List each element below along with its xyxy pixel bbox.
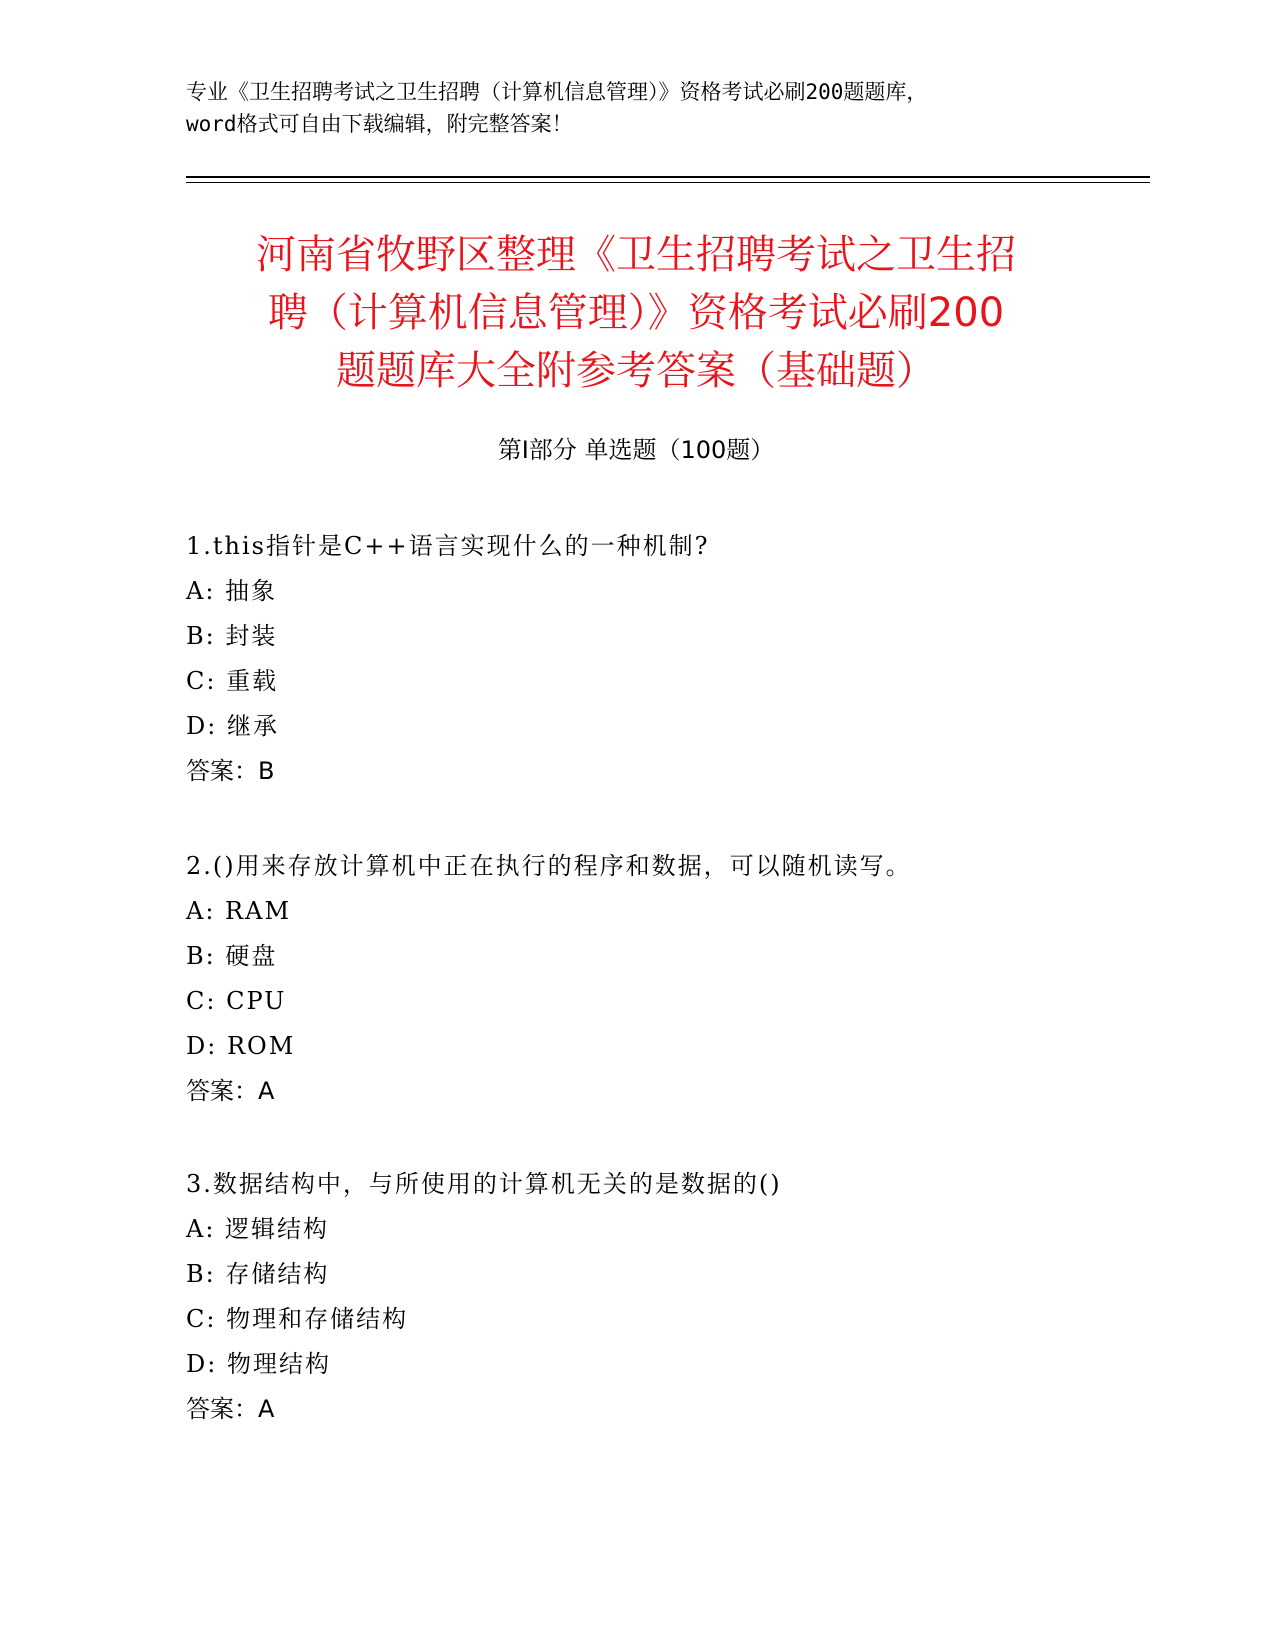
header-note-line-2: word格式可自由下载编辑，附完整答案！ <box>186 112 573 136</box>
question-2 <box>186 844 1146 1114</box>
header-divider-thick <box>186 176 1150 178</box>
option-c: C: 物理和存储结构 <box>186 1305 409 1333</box>
question-stem: 1.this指针是C++语言实现什么的一种机制? <box>186 532 710 560</box>
document-title-line-3: 题题库大全附参考答案（基础题） <box>336 348 936 394</box>
answer: 答案：A <box>186 1077 275 1105</box>
option-d: D: 继承 <box>186 712 279 740</box>
question-1 <box>186 524 1146 794</box>
header-note <box>186 76 1086 140</box>
section-heading: 第Ⅰ部分 单选题（100题） <box>497 436 775 464</box>
document-title-line-1: 河南省牧野区整理《卫生招聘考试之卫生招 <box>256 232 1016 278</box>
option-a: A: 抽象 <box>186 577 278 605</box>
option-b: B: 封装 <box>186 622 278 650</box>
option-c: C: CPU <box>186 987 287 1015</box>
document-title-line-2: 聘（计算机信息管理）》资格考试必刷200 <box>267 290 1005 336</box>
option-b: B: 存储结构 <box>186 1260 330 1288</box>
question-stem: 2.()用来存放计算机中正在执行的程序和数据，可以随机读写。 <box>186 852 912 880</box>
answer: 答案：A <box>186 1395 275 1423</box>
document-title <box>186 226 1086 400</box>
question-stem: 3.数据结构中，与所使用的计算机无关的是数据的() <box>186 1170 782 1198</box>
option-d: D: ROM <box>186 1032 296 1060</box>
option-d: D: 物理结构 <box>186 1350 331 1378</box>
option-a: A: 逻辑结构 <box>186 1215 330 1243</box>
header-note-line-1: 专业《卫生招聘考试之卫生招聘（计算机信息管理）》资格考试必刷200题题库， <box>186 80 928 104</box>
option-c: C: 重载 <box>186 667 279 695</box>
question-3 <box>186 1162 1146 1432</box>
answer: 答案：B <box>186 757 275 785</box>
header-divider-thin <box>186 182 1150 183</box>
option-b: B: 硬盘 <box>186 942 278 970</box>
option-a: A: RAM <box>186 897 292 925</box>
